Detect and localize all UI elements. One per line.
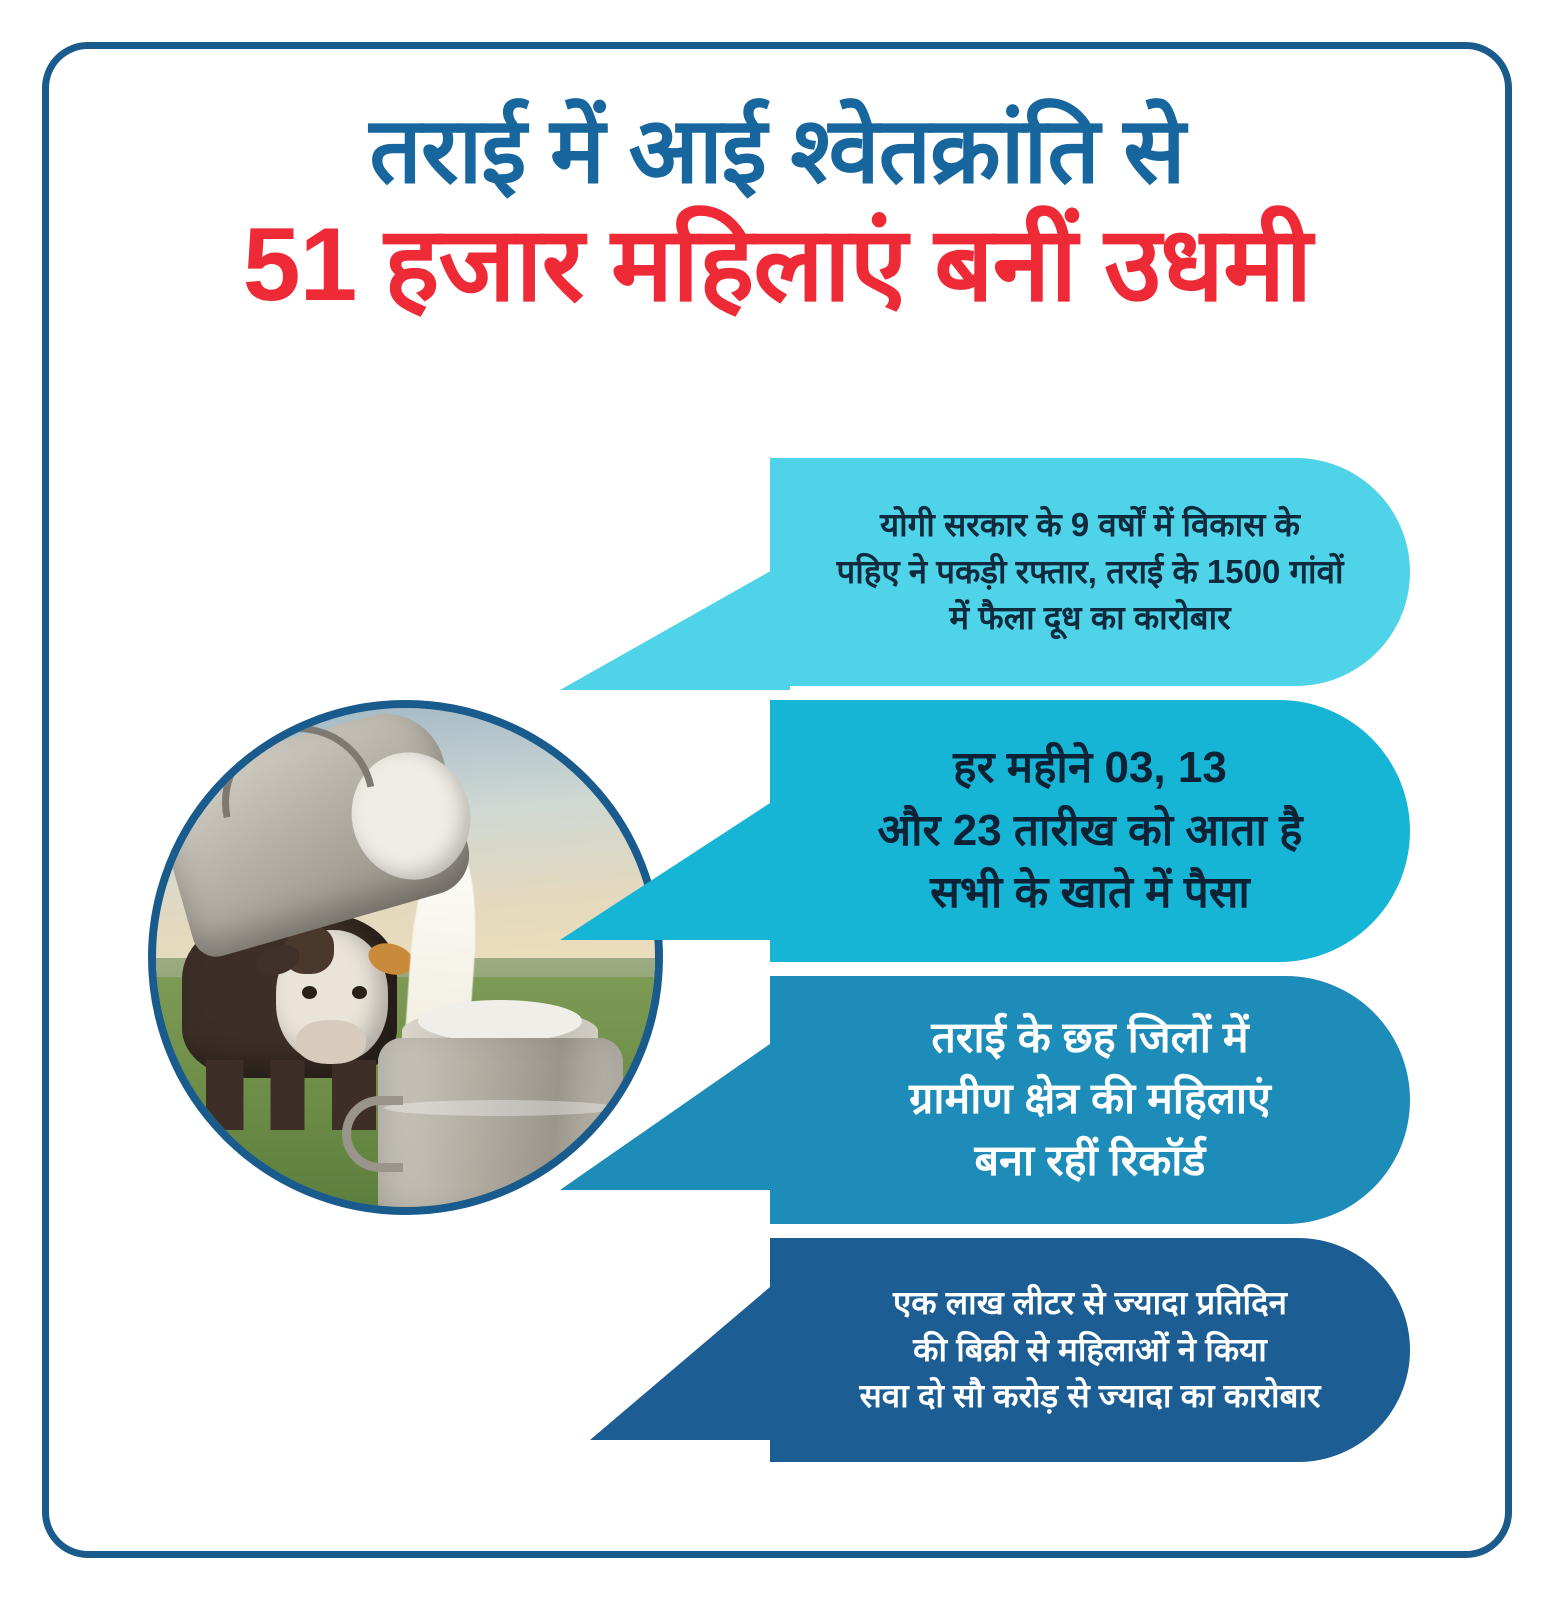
headline-line-1: तराई में आई श्वेतक्रांति से <box>369 100 1185 202</box>
info-band-4 <box>770 1238 1410 1462</box>
info-band-3 <box>770 976 1410 1224</box>
cow-eye-right <box>352 986 367 999</box>
connector-wedge-2 <box>560 790 790 940</box>
page-title <box>70 100 1484 323</box>
info-band-1 <box>770 458 1410 686</box>
connector-wedge-3 <box>560 1030 790 1190</box>
info-band-2 <box>770 700 1410 962</box>
cow-eye-left <box>302 986 317 999</box>
info-band-1-text: योगी सरकार के 9 वर्षों में विकास के पहिए ने पकड़ी रफ्तार, तराई के 1500 गांवों में फैला दूध का कारोबार <box>836 505 1344 637</box>
headline-line-2: 51 हजार महिलाएं बनीं उधमी <box>242 207 1312 323</box>
info-band-4-text: एक लाख लीटर से ज्यादा प्रतिदिन की बिक्री से महिलाओं ने किया सवा दो सौ करोड़ से ज्यादा का कारोबार <box>859 1283 1321 1415</box>
cow-muzzle <box>296 1020 366 1064</box>
info-band-3-text: तराई के छह जिलों में ग्रामीण क्षेत्र की महिलाएं बना रहीं रिकॉर्ड <box>909 1014 1271 1185</box>
connector-wedge-1 <box>560 560 790 690</box>
milk-can-mouth <box>418 1000 582 1042</box>
connector-wedge-4 <box>560 1270 790 1440</box>
info-band-2-text: हर महीने 03, 13 और 23 तारीख को आता है सभी के खाते में पैसा <box>877 743 1303 918</box>
